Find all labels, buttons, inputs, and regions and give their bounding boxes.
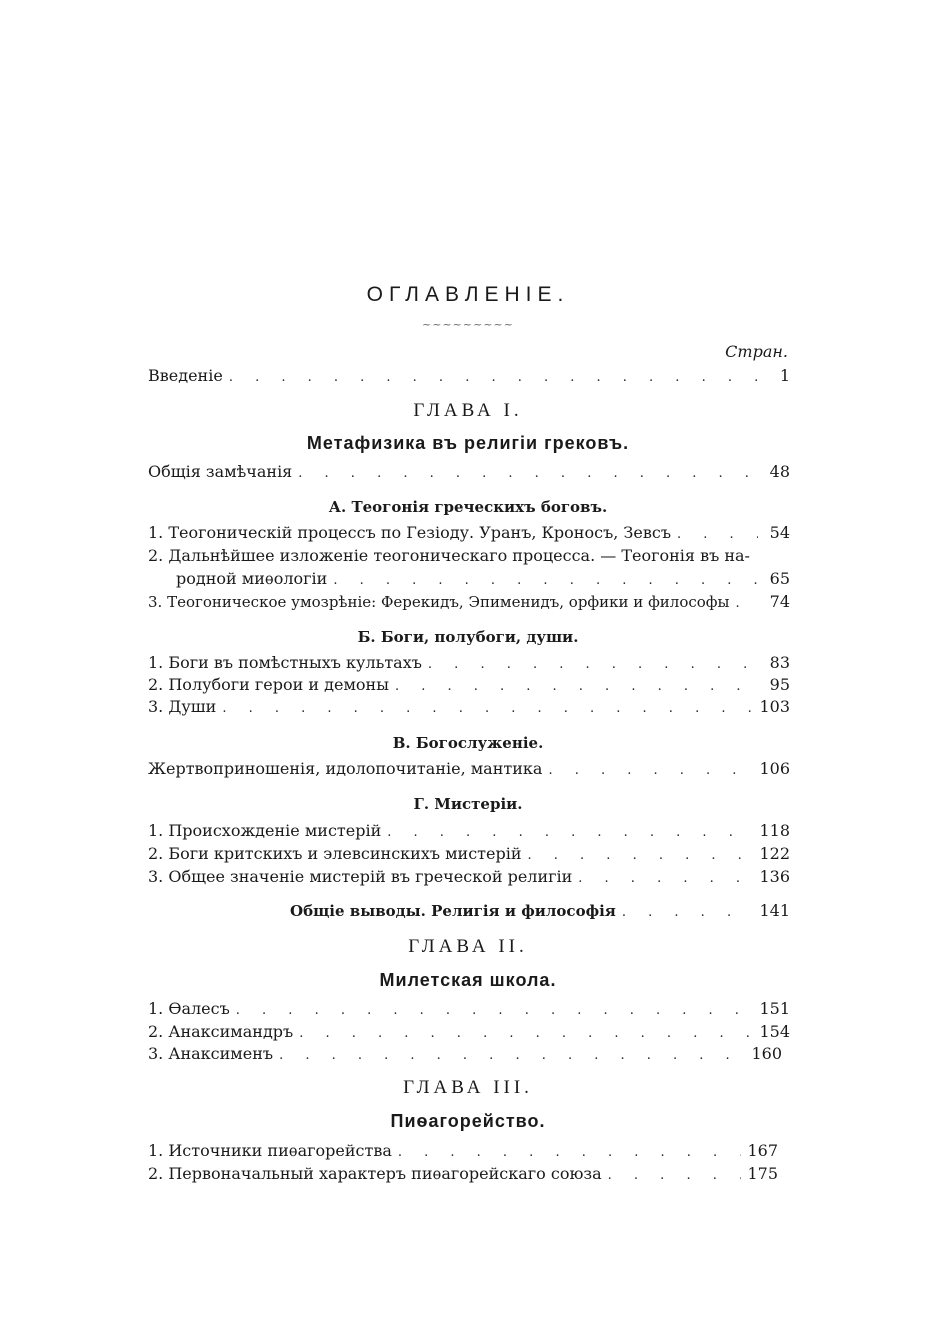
leader-dots [222, 698, 753, 720]
entry-title: Введеніе [148, 366, 223, 385]
toc-entry[interactable] [148, 820, 790, 842]
entry-title: 1. Боги въ помѣстныхъ культахъ [148, 653, 422, 672]
section-b-title: Б. Боги, полубоги, души. [357, 628, 579, 646]
chapter-2-label: ГЛАВА II. [408, 936, 528, 957]
leader-dots [279, 1045, 745, 1067]
entry-page: 103 [759, 697, 790, 716]
entry-page: 154 [759, 1022, 790, 1041]
leader-dots [229, 367, 758, 389]
entry-page: 83 [769, 653, 790, 672]
leader-dots [548, 760, 753, 782]
toc-entry[interactable] [148, 1140, 778, 1162]
leader-dots [528, 845, 754, 867]
toc-entry[interactable] [148, 545, 790, 567]
chapter-2-title: Милетская школа. [379, 970, 557, 990]
entry-page: 106 [759, 759, 790, 778]
entry-title: 3. Души [148, 697, 217, 716]
toc-entry[interactable] [148, 758, 790, 780]
entry-page: 151 [759, 999, 790, 1018]
entry-title: 1. Ѳалесъ [148, 999, 230, 1018]
entry-title: родной миѳологіи [176, 569, 328, 588]
entry-title: 1. Источники пиѳагорейства [148, 1141, 392, 1160]
leader-dots [608, 1165, 742, 1187]
toc-entry[interactable] [148, 998, 790, 1020]
section-v-title: В. Богослуженіе. [392, 734, 544, 752]
entry-page: 141 [759, 901, 790, 920]
entry-title: 1. Теогоническій процессъ по Гезіоду. Уранъ, Кроносъ, Зевсъ [148, 523, 671, 542]
entry-page: 167 [747, 1141, 778, 1160]
ornament-divider: ~~~~~~~~~ [422, 318, 514, 331]
toc-entry[interactable] [148, 652, 790, 674]
entry-page: 136 [759, 867, 790, 886]
leader-dots [428, 654, 758, 676]
entry-page: 1 [779, 366, 790, 385]
entry-title: 3. Теогоническое умозрѣніе: Ферекидъ, Эпименидъ, орфики и философы [148, 593, 730, 611]
toc-entry-continued[interactable] [176, 568, 790, 590]
toc-entry[interactable] [148, 696, 790, 718]
leader-dots [395, 676, 758, 698]
toc-entry[interactable] [148, 674, 790, 696]
entry-page: 95 [769, 675, 790, 694]
entry-title: 2. Анаксимандръ [148, 1022, 294, 1041]
leader-dots [387, 822, 753, 844]
entry-title: 3. Общее значеніе мистерій въ греческой религіи [148, 867, 573, 886]
page-title: ОГЛАВЛЕНІЕ. [366, 283, 570, 306]
entry-page: 65 [769, 569, 790, 588]
entry-title: 1. Происхожденіе мистерій [148, 821, 382, 840]
entry-page: 160 [751, 1044, 782, 1063]
entry-title: 2. Дальнѣйшее изложеніе теогоническаго процесса. — Теогонія въ на- [148, 546, 750, 565]
entry-title: 2. Полубоги герои и демоны [148, 675, 389, 694]
leader-dots [735, 593, 758, 615]
toc-entry[interactable] [148, 866, 790, 888]
leader-dots [333, 570, 758, 592]
entry-title: 3. Анаксименъ [148, 1044, 274, 1063]
chapter-1-label: ГЛАВА I. [413, 400, 523, 421]
entry-page: 74 [769, 592, 790, 611]
entry-title: Общія замѣчанія [148, 462, 293, 481]
toc-entry[interactable] [148, 1021, 790, 1043]
toc-entry[interactable] [148, 843, 790, 865]
chapter-1-title: Метафизика въ религіи грековъ. [306, 433, 630, 453]
entry-title: Общіе выводы. Религія и философія [290, 902, 616, 920]
leader-dots [578, 868, 753, 890]
toc-entry[interactable] [148, 1163, 778, 1185]
entry-page: 54 [769, 523, 790, 542]
toc-entry-intro[interactable] [148, 365, 790, 387]
page-column-label: Стран. [725, 342, 788, 361]
toc-entry-general[interactable] [148, 461, 790, 483]
toc-entry-conclusions[interactable] [290, 900, 790, 922]
leader-dots [398, 1142, 742, 1164]
entry-title: 2. Боги критскихъ и элевсинскихъ мистерій [148, 844, 522, 863]
section-a-title: А. Теогонія греческихъ боговъ. [328, 498, 608, 516]
toc-entry[interactable] [148, 1043, 782, 1065]
entry-page: 122 [759, 844, 790, 863]
entry-page: 118 [759, 821, 790, 840]
chapter-3-title: Пиѳагорейство. [390, 1111, 546, 1131]
entry-page: 48 [769, 462, 790, 481]
leader-dots [622, 902, 754, 924]
leader-dots [299, 1023, 753, 1045]
leader-dots [677, 524, 758, 546]
leader-dots [236, 1000, 754, 1022]
chapter-3-label: ГЛАВА III. [403, 1077, 533, 1098]
toc-entry[interactable] [148, 522, 790, 544]
entry-page: 175 [747, 1164, 778, 1183]
toc-entry[interactable] [148, 591, 790, 613]
section-g-title: Г. Мистеріи. [413, 795, 523, 813]
entry-title: 2. Первоначальный характеръ пиѳагорейскаго союза [148, 1164, 602, 1183]
entry-title: Жертвоприношенія, идолопочитаніе, мантика [148, 759, 543, 778]
leader-dots [298, 463, 758, 485]
